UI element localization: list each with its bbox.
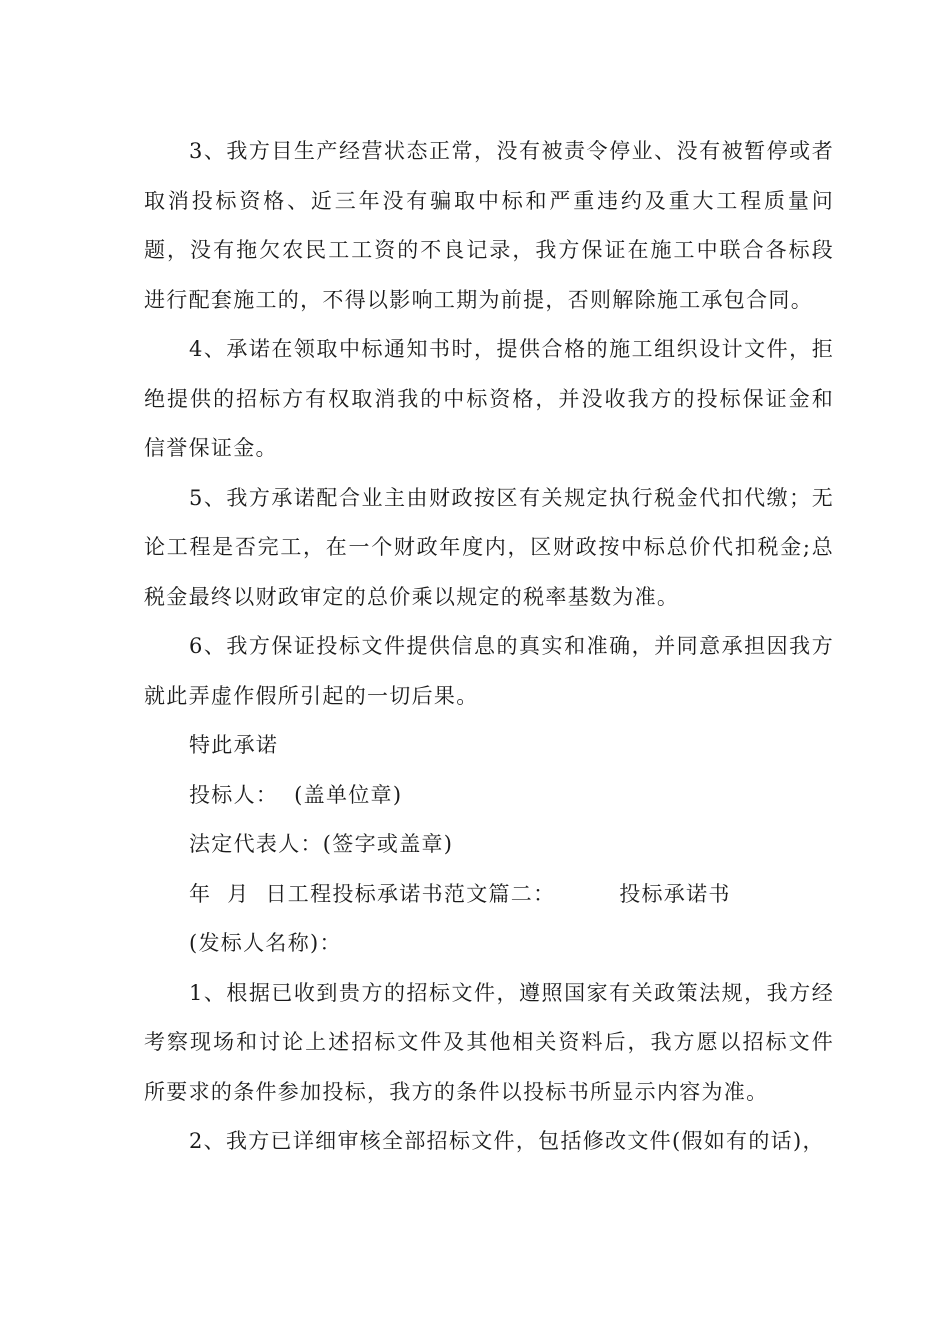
paragraph-b1: 1、根据已收到贵方的招标文件，遵照国家有关政策法规，我方经考察现场和讨论上述招标文件及其他相关资料后，我方愿以招标文件所要求的条件参加投标，我方的条件以投标书所显示内容为准。 [144, 980, 834, 1104]
document-body [144, 127, 834, 1167]
legal-representative-line: 法定代表人：(签字或盖章) [189, 832, 454, 856]
paragraph-b2: 2、我方已详细审核全部招标文件，包括修改文件(假如有的话)， [189, 1129, 825, 1153]
paragraph-4: 4、承诺在领取中标通知书时，提供合格的施工组织设计文件，拒绝提供的招标方有权取消我的中标资格，并没收我方的投标保证金和信誉保证金。 [144, 337, 834, 460]
paragraph-3: 3、我方目生产经营状态正常，没有被责令停业、没有被暂停或者取消投标资格、近三年没有骗取中标和严重违约及重大工程质量问题，没有拖欠农民工工资的不良记录，我方保证在施工中联合各标段进行配套施工的，不得以影响工期为前提，否则解除施工承包合同。 [144, 139, 834, 312]
date-and-section-title: 年 月 日工程投标承诺书范文篇二： 投标承诺书 [189, 881, 731, 906]
closing-line: 特此承诺 [189, 733, 279, 757]
bidder-line: 投标人： (盖单位章) [189, 782, 403, 807]
paragraph-6: 6、我方保证投标文件提供信息的真实和准确，并同意承担因我方就此弄虚作假所引起的一切后果。 [144, 634, 834, 708]
paragraph-5: 5、我方承诺配合业主由财政按区有关规定执行税金代扣代缴；无论工程是否完工，在一个财政年度内，区财政按中标总价代扣税金;总税金最终以财政审定的总价乘以规定的税率基数为准。 [144, 485, 834, 609]
addressee-line: (发标人名称)： [189, 931, 342, 955]
